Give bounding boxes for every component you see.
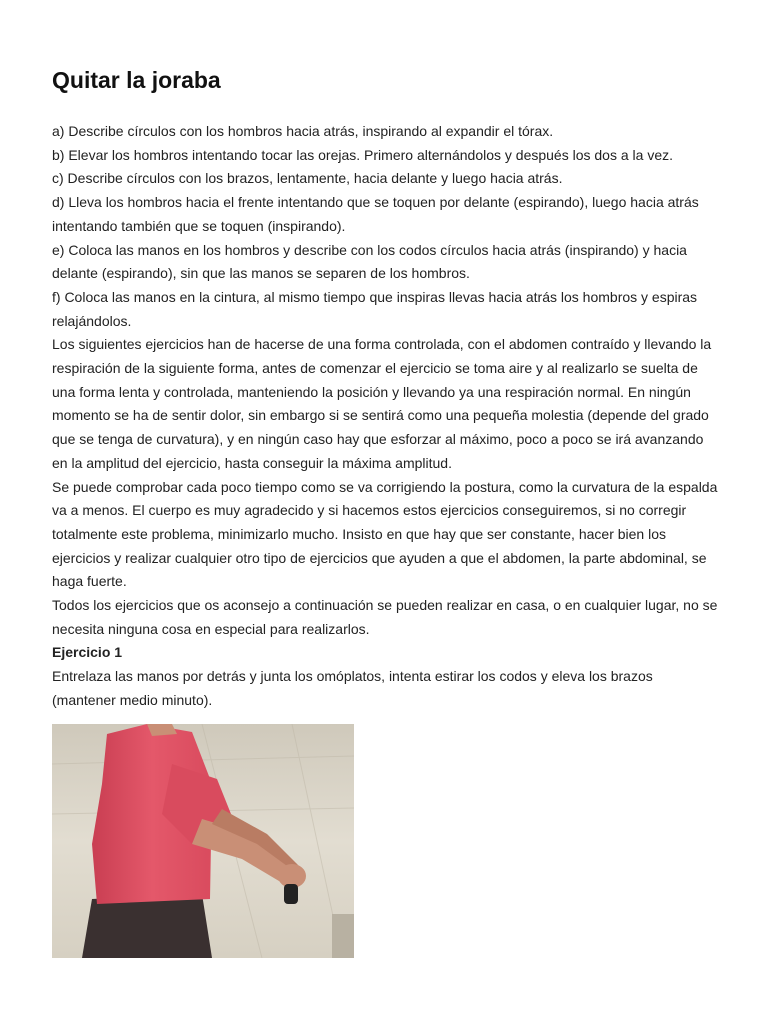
paragraph-posture: Se puede comprobar cada poco tiempo como se va corrigiendo la postura, como la curvatura de la espalda va a menos. El cuerpo es muy agradecido y si hacemos estos ejercicios conseguiremos, si no corregir totalmente este problema, minimizarlo mucho. Insisto en que hay que ser constante, hacer bien los ejercicios y realizar cualquier otro tipo de ejercicios que ayuden a que el abdomen, la parte abdominal, se haga fuerte.	[52, 478, 718, 590]
paragraph-home: Todos los ejercicios que os aconsejo a continuación se pueden realizar en casa, o en cualquier lugar, no se necesita ninguna cosa en especial para realizarlos.	[52, 597, 718, 637]
page-title: Quitar la joraba	[52, 67, 221, 93]
paragraph-a: a) Describe círculos con los hombros hacia atrás, inspirando al expandir el tórax.	[52, 123, 554, 139]
paragraph-e: e) Coloca las manos en los hombros y describe con los codos círculos hacia atrás (inspirando) y hacia delante (espirando), sin que las manos se separen de los hombros.	[52, 241, 687, 282]
exercise-1-heading: Ejercicio 1	[52, 644, 123, 661]
article-body	[52, 120, 720, 713]
paragraph-b: b) Elevar los hombros intentando tocar las orejas. Primero alternándolos y después los dos a la vez.	[52, 146, 673, 163]
exercise-1-text: Entrelaza las manos por detrás y junta los omóplatos, intenta estirar los codos y eleva los brazos (mantener medio minuto).	[52, 668, 653, 708]
document-page	[52, 64, 720, 713]
paragraph-d: d) Lleva los hombros hacia el frente intentando que se toquen por delante (espirando), luego hacia atrás intentando también que se toquen (inspirando).	[52, 194, 699, 234]
paragraph-c: c) Describe círculos con los brazos, lentamente, hacia delante y luego hacia atrás.	[52, 170, 563, 187]
paragraph-f: f) Coloca las manos en la cintura, al mismo tiempo que inspiras llevas hacia atrás los hombros y espiras relajándolos.	[52, 288, 698, 329]
exercise-photo	[52, 724, 354, 958]
exercise-photo-illustration	[52, 724, 354, 958]
paragraph-instructions: Los siguientes ejercicios han de hacerse de una forma controlada, con el abdomen contraído y llevando la respiración de la siguiente forma, antes de comenzar el ejercicio se toma aire y al realizarlo se suelta de una forma lenta y controlada, manteniendo la posición y llevando ya una respiración normal. En ningún momento se ha de sentir dolor, sin embargo si se sentirá como una pequeña molestia (depende del grado que se tenga de curvatura), y en ningún caso hay que esforzar al máximo, poco a poco se irá avanzando en la amplitud del ejercicio, hasta conseguir la máxima amplitud.	[52, 336, 712, 471]
